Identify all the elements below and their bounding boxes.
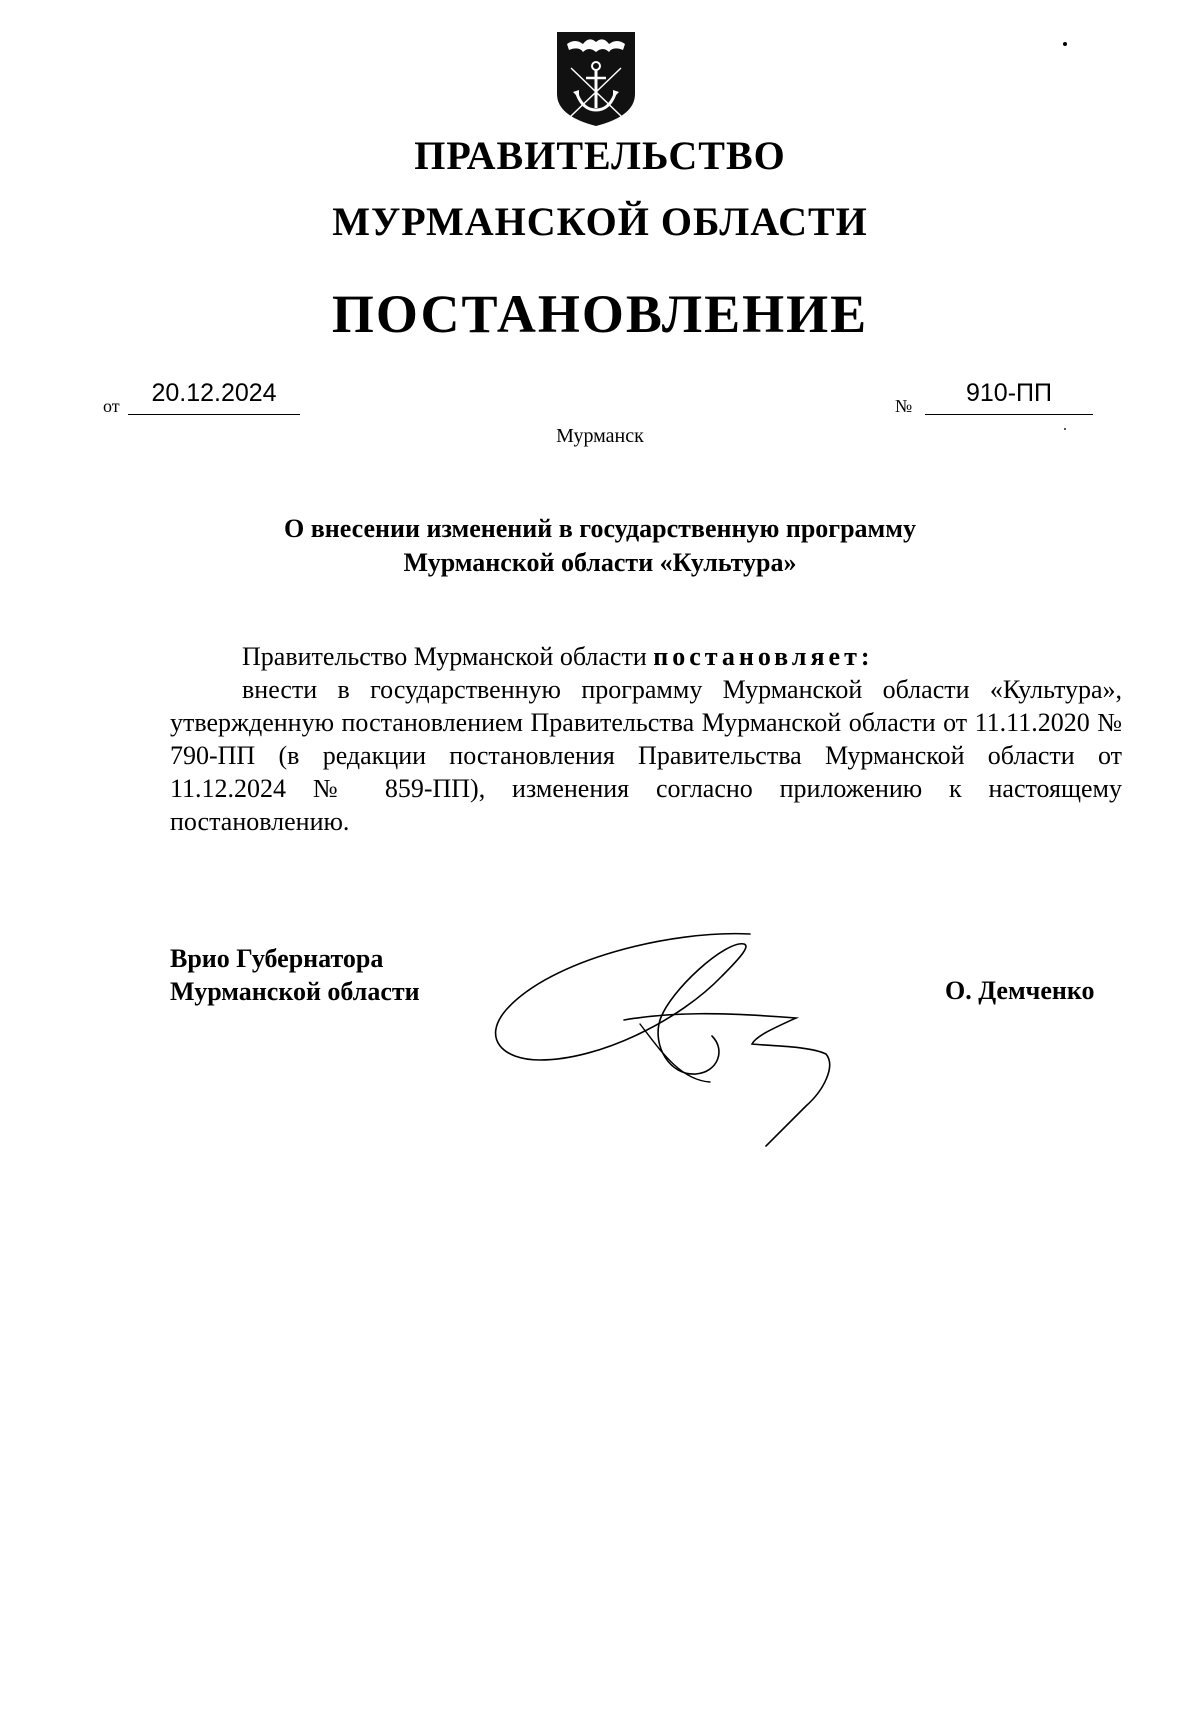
signatory-name: О. Демченко xyxy=(945,976,1095,1005)
date-label: от xyxy=(103,396,120,416)
document-city: Мурманск xyxy=(556,425,644,447)
subject-line1: О внесении изменений в государственную программу xyxy=(284,514,916,543)
signatory-title xyxy=(170,942,420,1008)
document-subject xyxy=(0,512,1200,580)
signatory-title-line2: Мурманской области xyxy=(170,977,420,1006)
scan-speck xyxy=(1063,42,1067,46)
document-body xyxy=(170,640,1122,838)
intro-paragraph xyxy=(170,640,1122,673)
document-date: 20.12.2024 xyxy=(128,376,300,415)
coat-of-arms-icon xyxy=(553,28,639,128)
subject-line2: Мурманской области «Культура» xyxy=(403,548,797,577)
document-number: 910-ПП xyxy=(925,376,1093,415)
signatory-title-line1: Врио Губернатора xyxy=(170,944,384,973)
intro-text: Правительство Мурманской области xyxy=(242,642,654,671)
resolution-paragraph: внести в государственную программу Мурманской области «Культура», утвержденную постановлением Правительства Мурманской области от 11.11.2020 № 790-ПП (в редакции постановления Правительства Мурманской области от 11.12.2024 № 859-ПП), изменения согласно приложению к настоящему постановлению. xyxy=(170,675,1122,836)
government-title-line2: МУРМАНСКОЙ ОБЛАСТИ xyxy=(332,199,868,244)
number-label: № xyxy=(895,396,913,416)
handwritten-signature xyxy=(490,930,870,1150)
document-type-title: ПОСТАНОВЛЕНИЕ xyxy=(331,284,869,344)
intro-action: постановляет: xyxy=(653,642,874,671)
government-title-line1: ПРАВИТЕЛЬСТВО xyxy=(414,133,786,178)
